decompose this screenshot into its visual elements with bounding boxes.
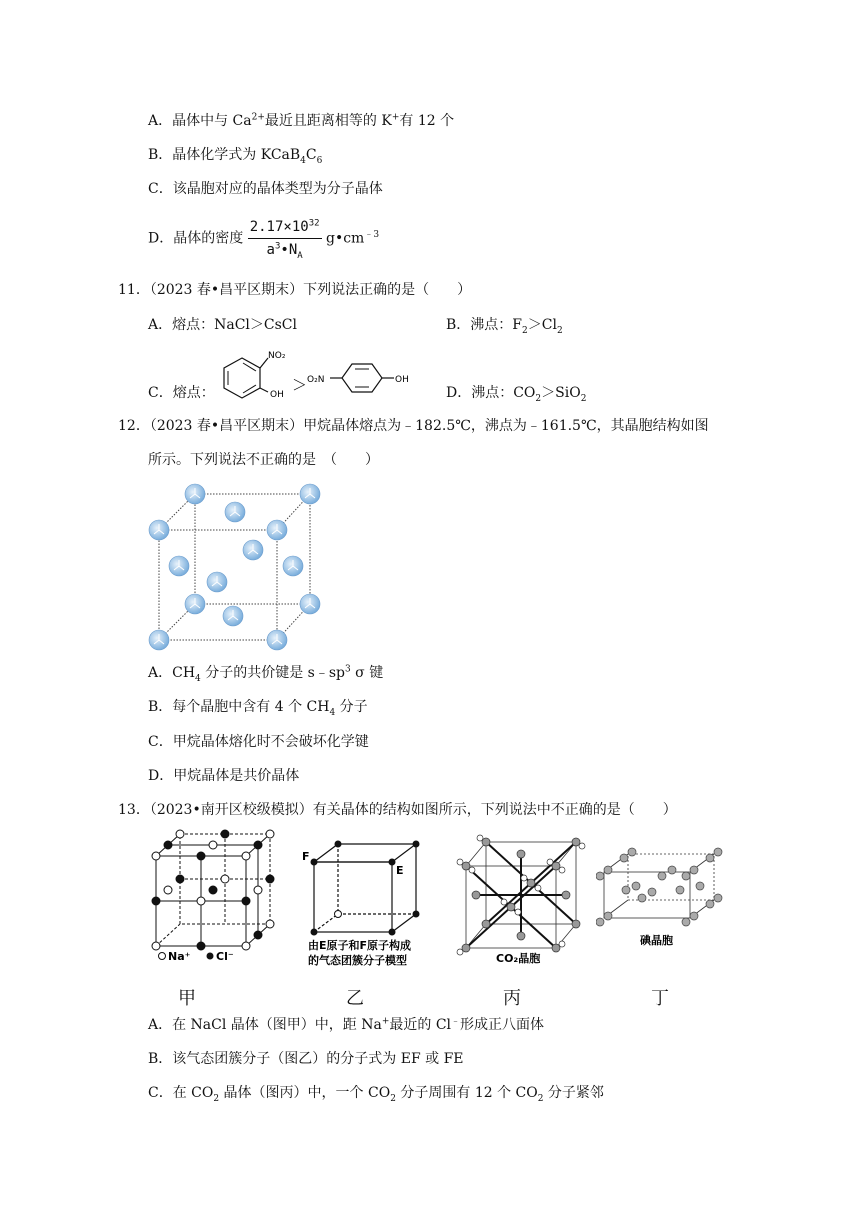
q10-option-c: C．该晶胞对应的晶体类型为分子晶体	[148, 181, 383, 197]
q12-option-c: C．甲烷晶体熔化时不会破坏化学键	[148, 734, 369, 750]
caption-yi-2: 的气态团簇分子模型	[308, 954, 407, 967]
oh2-label: OH	[395, 375, 409, 385]
nacl-unit-cell	[148, 828, 278, 963]
q13-option-a: A．在 NaCl 晶体（图甲）中，距 Na+最近的 Cl﹣形成正八面体	[148, 1016, 545, 1033]
greater-than: ＞	[292, 376, 308, 394]
figure-label-bing: 丙	[503, 988, 521, 1009]
q13-stem: 13．（2023•南开区校级模拟）有关晶体的结构如图所示，下列说法中不正确的是（ ）	[118, 802, 677, 818]
q11-option-d: D．沸点：$CO_2>SiO_2$	[446, 385, 587, 404]
q12-option-a: A．$CH_4$ 分子的共价键是 $s﹣sp^3$ σ 键	[148, 664, 384, 684]
caption-yi-1: 由E原子和F原子构成	[308, 939, 412, 952]
legend-cl: Cl⁻	[216, 950, 234, 963]
figure-label-jia: 甲	[178, 988, 196, 1009]
q11-option-c-label: C．熔点：	[148, 385, 215, 401]
figure-label-ding: 丁	[651, 988, 669, 1009]
q13-option-c: C．在 $CO_2$ 晶体（图丙）中，一个 $CO_2$ 分子周围有 12 个 $CO_2$ 分子紧邻	[148, 1085, 604, 1104]
q11-option-a: A．熔点：NaCl＞CsCl	[148, 317, 297, 333]
q11-stem: 11．（2023 春•昌平区期末）下列说法正确的是（ ）	[118, 282, 472, 298]
methane-molecules	[149, 484, 320, 650]
label-e: E	[396, 864, 404, 877]
q10-option-b: B．晶体化学式为 $KCaB_4C_6$	[148, 147, 323, 166]
label-f: F	[302, 850, 310, 863]
iodine-unit-cell	[596, 846, 726, 946]
o2n-label: O₂N	[307, 375, 325, 385]
q12-stem-1: 12．（2023 春•昌平区期末）甲烷晶体熔点为﹣182.5℃，沸点为﹣161.5℃，其晶胞结构如图	[118, 418, 709, 434]
legend-na: Na⁺	[168, 950, 191, 963]
oh-label: OH	[270, 390, 284, 400]
q11-option-b: B．沸点：$F_2>Cl_2$	[446, 317, 563, 336]
caption-bing: CO₂晶胞	[496, 952, 541, 965]
q12-option-b: B．每个晶胞中含有 4 个 $CH_4$ 分子	[148, 699, 368, 718]
q10-option-a: A．晶体中与 $Ca^{2+}$最近且距离相等的 K+有 12 个	[148, 112, 455, 129]
density-fraction: $\frac{2.17\times 10^{32}}{a^3•N_A}$	[248, 216, 322, 261]
caption-ding: 碘晶胞	[640, 934, 673, 946]
q12-option-d: D．甲烷晶体是共价晶体	[148, 768, 300, 784]
figure-label-yi: 乙	[346, 988, 364, 1009]
phenol-structures	[212, 342, 432, 402]
no2-label: NO₂	[268, 351, 286, 361]
q13-option-b: B．该气态团簇分子（图乙）的分子式为 EF 或 FE	[148, 1051, 464, 1067]
methane-unit-cell	[145, 482, 325, 652]
q12-stem-2: 所示。下列说法不正确的是 （ ）	[148, 452, 379, 468]
ef-cluster-model	[298, 832, 438, 967]
co2-unit-cell	[456, 828, 586, 968]
q10-option-d: D．晶体的密度 $\frac{2.17\times 10^{32}}{a^3•N_A}$ $g•cm^{﹣3}$	[148, 216, 379, 261]
